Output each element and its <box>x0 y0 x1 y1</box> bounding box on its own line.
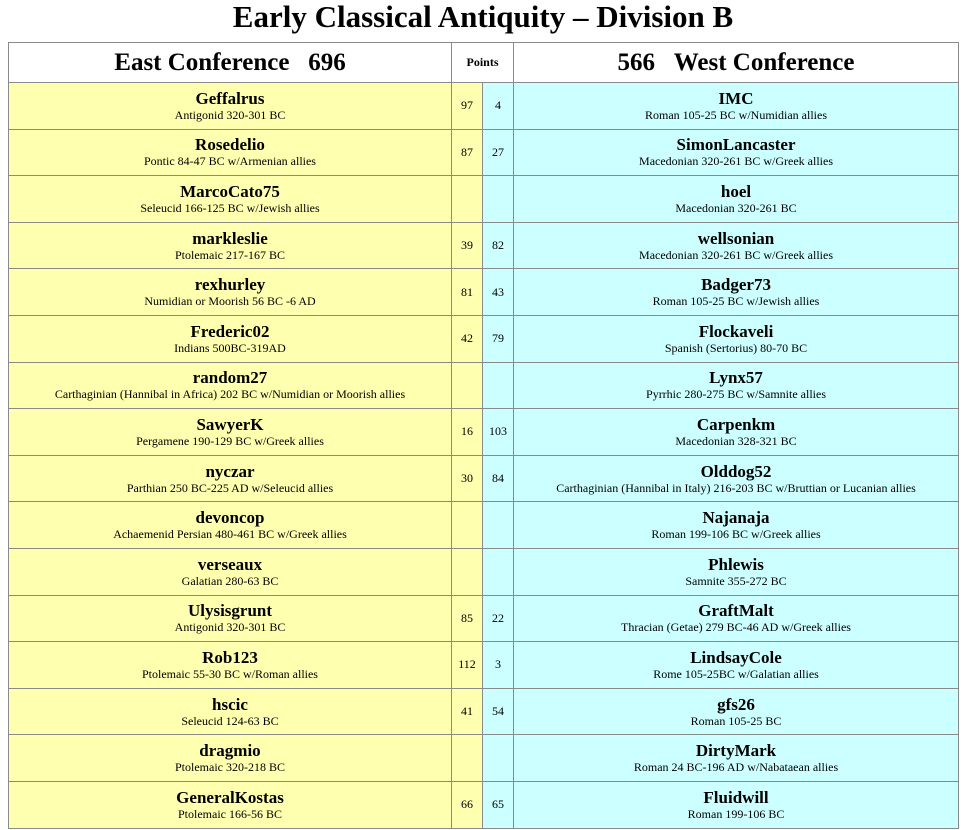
east-points <box>452 176 483 223</box>
east-player-name: hscic <box>212 694 248 714</box>
west-player-cell <box>514 409 959 456</box>
west-player-name: gfs26 <box>717 694 755 714</box>
west-player-name: DirtyMark <box>695 741 777 761</box>
west-army: Macedonian 320-261 BC w/Greek allies <box>639 247 833 262</box>
west-player-name: LindsayCole <box>690 647 782 667</box>
west-player-cell <box>514 269 959 316</box>
east-player-cell <box>9 548 452 595</box>
west-player-name: Najanaja <box>702 508 770 528</box>
west-conference-label: West Conference <box>673 48 855 76</box>
west-player-cell <box>514 781 959 828</box>
east-army: Ptolemaic 217-167 BC <box>175 247 285 262</box>
east-player-name: nyczar <box>205 461 255 481</box>
east-player-name: Rosedelio <box>195 135 265 155</box>
east-points: 87 <box>452 129 483 176</box>
east-player-cell <box>9 502 452 549</box>
east-conference-header <box>9 43 452 83</box>
west-points <box>483 176 514 223</box>
table-row <box>9 595 959 642</box>
table-row <box>9 455 959 502</box>
east-army: Parthian 250 BC-225 AD w/Seleucid allies <box>126 480 334 495</box>
east-army: Seleucid 124-63 BC <box>181 713 279 728</box>
west-player-cell <box>514 735 959 782</box>
east-army: Achaemenid Persian 480-461 BC w/Greek allies <box>113 527 347 542</box>
west-army: Macedonian 320-261 BC w/Greek allies <box>639 154 833 169</box>
west-player-name: hoel <box>720 181 752 201</box>
west-player-cell <box>514 455 959 502</box>
table-row <box>9 315 959 362</box>
east-army: Numidian or Moorish 56 BC -6 AD <box>144 294 316 309</box>
west-player-name: wellsonian <box>697 228 775 248</box>
east-player-name: Frederic02 <box>190 321 270 341</box>
west-conference-total: 566 <box>617 48 656 76</box>
east-player-cell <box>9 595 452 642</box>
east-player-name: GeneralKostas <box>176 787 284 807</box>
east-army: Indians 500BC-319AD <box>174 340 286 355</box>
east-player-cell <box>9 409 452 456</box>
east-army: Pontic 84-47 BC w/Armenian allies <box>144 154 316 169</box>
west-army: Rome 105-25BC w/Galatian allies <box>653 666 819 681</box>
east-army: Carthaginian (Hannibal in Africa) 202 BC w/Numidian or Moorish allies <box>54 387 406 402</box>
west-points: 3 <box>483 642 514 689</box>
table-row <box>9 781 959 828</box>
east-player-name: MarcoCato75 <box>180 181 280 201</box>
east-player-cell <box>9 129 452 176</box>
east-conference-total: 696 <box>308 48 346 76</box>
east-player-cell <box>9 362 452 409</box>
east-points <box>452 548 483 595</box>
east-army: Ptolemaic 55-30 BC w/Roman allies <box>142 666 318 681</box>
table-row <box>9 222 959 269</box>
west-player-name: IMC <box>718 88 754 108</box>
east-player-cell <box>9 781 452 828</box>
west-points <box>483 735 514 782</box>
west-points: 82 <box>483 222 514 269</box>
east-points <box>452 735 483 782</box>
west-player-name: Fluidwill <box>703 787 769 807</box>
east-points <box>452 362 483 409</box>
west-army: Roman 105-25 BC w/Numidian allies <box>645 107 828 122</box>
east-army: Antigonid 320-301 BC <box>174 107 286 122</box>
header-row <box>9 43 959 83</box>
east-points: 81 <box>452 269 483 316</box>
west-points: 65 <box>483 781 514 828</box>
east-army: Seleucid 166-125 BC w/Jewish allies <box>140 200 320 215</box>
west-player-cell <box>514 129 959 176</box>
west-player-cell <box>514 315 959 362</box>
west-player-cell <box>514 83 959 130</box>
east-player-cell <box>9 269 452 316</box>
west-army: Roman 24 BC-196 AD w/Nabataean allies <box>633 760 839 775</box>
west-army: Roman 105-25 BC <box>690 713 782 728</box>
west-army: Pyrrhic 280-275 BC w/Samnite allies <box>646 387 826 402</box>
west-army: Macedonian 320-261 BC <box>675 200 797 215</box>
east-army: Pergamene 190-129 BC w/Greek allies <box>136 433 324 448</box>
east-army: Galatian 280-63 BC <box>181 573 279 588</box>
west-player-name: Badger73 <box>701 275 771 295</box>
west-points: 103 <box>483 409 514 456</box>
west-player-cell <box>514 222 959 269</box>
east-player-name: markleslie <box>192 228 268 248</box>
east-points: 30 <box>452 455 483 502</box>
table-row <box>9 688 959 735</box>
west-points <box>483 362 514 409</box>
east-player-cell <box>9 688 452 735</box>
west-player-cell <box>514 595 959 642</box>
east-army: Ptolemaic 320-218 BC <box>175 760 285 775</box>
west-points: 4 <box>483 83 514 130</box>
east-player-name: verseaux <box>197 554 263 574</box>
east-player-name: rexhurley <box>194 275 266 295</box>
west-points <box>483 502 514 549</box>
west-conference-header <box>514 43 959 83</box>
east-points: 39 <box>452 222 483 269</box>
west-army: Roman 199-106 BC <box>687 806 785 821</box>
east-points: 66 <box>452 781 483 828</box>
west-points: 84 <box>483 455 514 502</box>
match-list <box>9 83 959 829</box>
west-player-name: Olddog52 <box>700 461 772 481</box>
east-player-cell <box>9 642 452 689</box>
west-player-name: SimonLancaster <box>676 135 796 155</box>
east-player-name: Geffalrus <box>195 88 265 108</box>
table-row <box>9 129 959 176</box>
east-player-cell <box>9 176 452 223</box>
table-row <box>9 362 959 409</box>
table-row <box>9 269 959 316</box>
west-player-name: Flockaveli <box>698 321 774 341</box>
east-player-cell <box>9 315 452 362</box>
west-player-name: GraftMalt <box>698 601 774 621</box>
east-points: 16 <box>452 409 483 456</box>
east-points: 97 <box>452 83 483 130</box>
east-player-name: dragmio <box>199 741 261 761</box>
east-points <box>452 502 483 549</box>
page-title: Early Classical Antiquity – Division B <box>232 0 734 34</box>
east-player-name: Ulysisgrunt <box>187 601 273 621</box>
east-army: Ptolemaic 166-56 BC <box>178 806 282 821</box>
west-player-name: Phlewis <box>708 554 764 574</box>
west-player-name: Lynx57 <box>709 368 763 388</box>
west-army: Macedonian 328-321 BC <box>675 433 797 448</box>
west-player-cell <box>514 502 959 549</box>
west-player-cell <box>514 362 959 409</box>
west-player-cell <box>514 548 959 595</box>
east-player-cell <box>9 735 452 782</box>
west-army: Roman 105-25 BC w/Jewish allies <box>652 294 820 309</box>
west-army: Thracian (Getae) 279 BC-46 AD w/Greek allies <box>621 620 851 635</box>
standings-table <box>8 42 959 829</box>
west-points <box>483 548 514 595</box>
west-points: 27 <box>483 129 514 176</box>
east-points: 112 <box>452 642 483 689</box>
east-player-name: devoncop <box>195 508 265 528</box>
table-row <box>9 735 959 782</box>
west-points: 54 <box>483 688 514 735</box>
west-player-name: Carpenkm <box>696 414 776 434</box>
table-row <box>9 642 959 689</box>
east-player-name: SawyerK <box>196 414 264 434</box>
east-points: 85 <box>452 595 483 642</box>
points-header: Points <box>452 43 514 83</box>
west-army: Carthaginian (Hannibal in Italy) 216-203 BC w/Bruttian or Lucanian allies <box>556 480 916 495</box>
east-conference-label: East Conference <box>114 48 290 76</box>
west-points: 79 <box>483 315 514 362</box>
east-points: 42 <box>452 315 483 362</box>
table-row <box>9 409 959 456</box>
table-row <box>9 176 959 223</box>
east-player-cell <box>9 83 452 130</box>
west-player-cell <box>514 642 959 689</box>
west-points: 22 <box>483 595 514 642</box>
west-player-cell <box>514 176 959 223</box>
east-player-name: Rob123 <box>202 647 258 667</box>
east-points: 41 <box>452 688 483 735</box>
west-army: Samnite 355-272 BC <box>685 573 787 588</box>
west-player-cell <box>514 688 959 735</box>
west-points: 43 <box>483 269 514 316</box>
table-row <box>9 502 959 549</box>
table-row <box>9 548 959 595</box>
west-army: Spanish (Sertorius) 80-70 BC <box>664 340 808 355</box>
east-player-cell <box>9 222 452 269</box>
west-army: Roman 199-106 BC w/Greek allies <box>651 527 821 542</box>
east-player-name: random27 <box>192 368 268 388</box>
east-player-cell <box>9 455 452 502</box>
east-army: Antigonid 320-301 BC <box>174 620 286 635</box>
table-row <box>9 83 959 130</box>
